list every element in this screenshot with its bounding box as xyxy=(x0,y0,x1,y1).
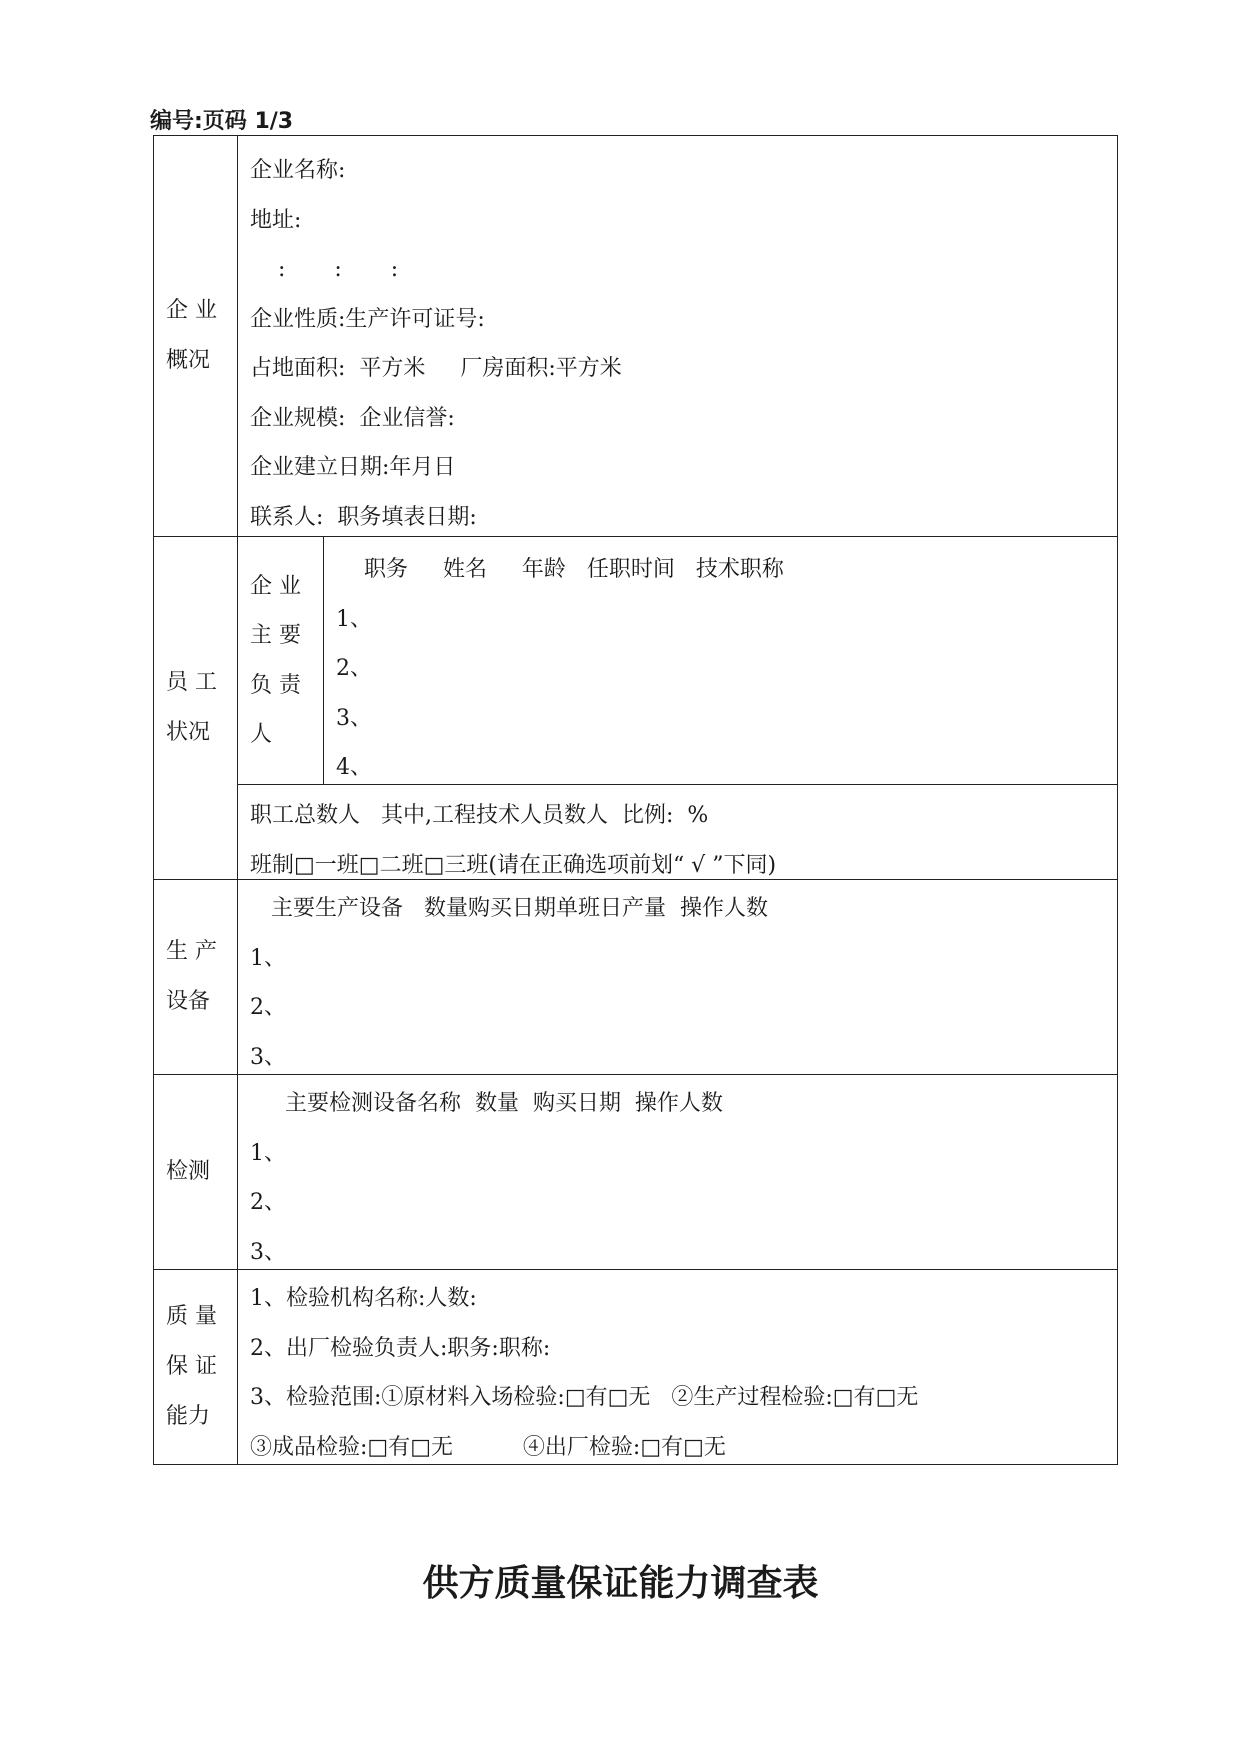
production-row[interactable]: 2、 xyxy=(250,995,286,1020)
label-line: 质 量 xyxy=(166,1304,217,1329)
leader-row[interactable]: 3、 xyxy=(336,705,372,731)
section-staff-leaders xyxy=(154,537,1118,785)
inspection-scope-options-2[interactable]: ③成品检验:□有□无 ④出厂检验:□有□无 xyxy=(250,1434,726,1460)
label-line: 状况 xyxy=(166,720,211,745)
document-title: 供方质量保证能力调查表 xyxy=(422,1562,819,1604)
section-label-production xyxy=(154,880,238,1075)
leaders-header: 职务 姓名 年龄 任职时间 技术职称 xyxy=(336,557,784,582)
leader-row[interactable]: 2、 xyxy=(336,656,372,681)
label-line: 生 产 xyxy=(166,939,217,964)
staff-totals xyxy=(238,785,1118,880)
company-nature-field[interactable]: 企业性质:生产许可证号: xyxy=(250,306,485,332)
section-company xyxy=(154,136,1118,537)
contact-numbers-field[interactable]: : : : xyxy=(250,257,399,282)
label-line: 企 业 xyxy=(250,573,301,599)
label-line: 能力 xyxy=(166,1404,211,1429)
section-quality xyxy=(154,1270,1118,1465)
founding-date-field[interactable]: 企业建立日期:年月日 xyxy=(250,455,456,480)
inspection-org-field[interactable]: 1、检验机构名称:人数: xyxy=(250,1286,477,1311)
production-header: 主要生产设备 数量购买日期单班日产量 操作人数 xyxy=(250,896,768,921)
area-field[interactable]: 占地面积: 平方米 厂房面积:平方米 xyxy=(250,356,622,381)
section-staff-totals xyxy=(154,785,1118,880)
label-line: 主 要 xyxy=(250,623,301,648)
leader-row[interactable]: 4、 xyxy=(336,755,372,780)
section-label-company xyxy=(154,136,238,537)
label-line: 人 xyxy=(250,722,273,747)
testing-row[interactable]: 1、 xyxy=(250,1140,286,1166)
label-line: 检测 xyxy=(166,1159,211,1184)
testing-equipment xyxy=(238,1075,1118,1270)
section-production xyxy=(154,880,1118,1075)
document-number-page: 编号:页码 1/3 xyxy=(150,109,294,134)
leader-row[interactable]: 1、 xyxy=(336,606,372,632)
testing-row[interactable]: 3、 xyxy=(250,1239,286,1265)
staff-count-field[interactable]: 职工总数人 其中,工程技术人员数人 比例: % xyxy=(250,803,709,828)
testing-header: 主要检测设备名称 数量 购买日期 操作人数 xyxy=(250,1091,723,1116)
label-line: 设备 xyxy=(166,989,211,1014)
address-field[interactable]: 地址: xyxy=(250,207,302,233)
section-label-staff xyxy=(154,537,238,880)
label-line: 概况 xyxy=(166,348,211,373)
company-name-field[interactable]: 企业名称: xyxy=(250,158,346,183)
production-row[interactable]: 1、 xyxy=(250,945,286,971)
label-line: 企 业 xyxy=(166,298,217,323)
scale-field[interactable]: 企业规模: 企业信誉: xyxy=(250,405,455,431)
label-line: 负 责 xyxy=(250,672,301,698)
production-equipment xyxy=(238,880,1118,1075)
testing-row[interactable]: 2、 xyxy=(250,1190,286,1215)
supplier-survey-form xyxy=(153,135,1118,1465)
section-testing xyxy=(154,1075,1118,1270)
leaders-table xyxy=(324,537,1118,785)
section-label-quality xyxy=(154,1270,238,1465)
sub-label-leaders xyxy=(238,537,324,785)
shift-options[interactable]: 班制□一班□二班□三班(请在正确选项前划“ √ ”下同) xyxy=(250,852,777,878)
label-line: 保 证 xyxy=(166,1354,217,1379)
section-label-testing xyxy=(154,1075,238,1270)
contact-person-field[interactable]: 联系人: 职务填表日期: xyxy=(250,504,477,530)
production-row[interactable]: 3、 xyxy=(250,1044,286,1070)
inspection-scope-options[interactable]: 3、检验范围:①原材料入场检验:□有□无 ②生产过程检验:□有□无 xyxy=(250,1385,919,1410)
quality-assurance xyxy=(238,1270,1118,1465)
company-fields xyxy=(238,136,1118,537)
label-line: 员 工 xyxy=(166,670,217,695)
inspection-lead-field[interactable]: 2、出厂检验负责人:职务:职称: xyxy=(250,1335,551,1361)
